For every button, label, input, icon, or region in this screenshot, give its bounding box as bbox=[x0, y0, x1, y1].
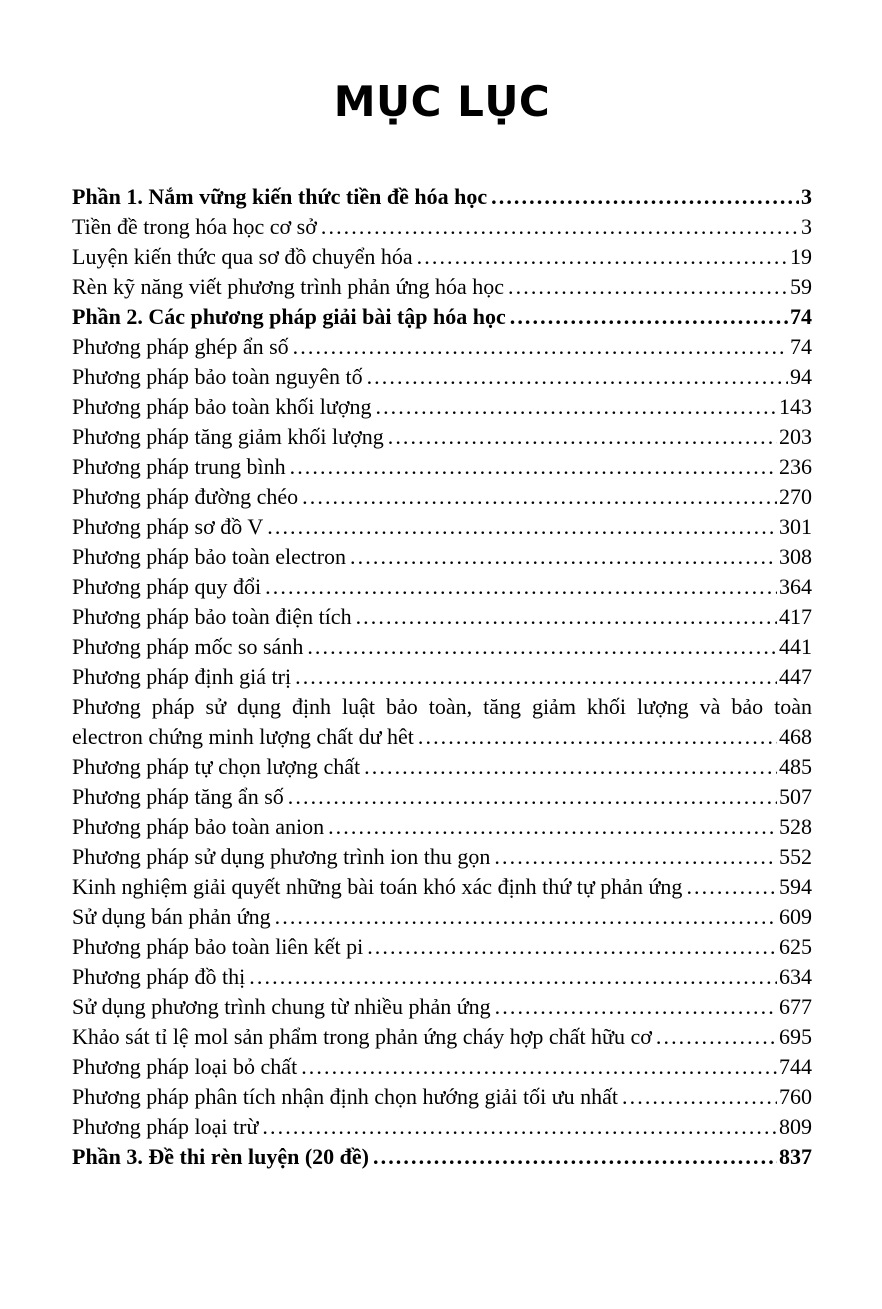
toc-page-number: 59 bbox=[790, 274, 812, 299]
toc-page-number: 94 bbox=[790, 364, 812, 389]
toc-page-number: 609 bbox=[779, 904, 812, 929]
toc-entry-row bbox=[72, 212, 812, 242]
dot-leader bbox=[375, 392, 777, 422]
toc-entry-row bbox=[72, 572, 812, 602]
toc-entry-row bbox=[72, 332, 812, 362]
toc-entry-row bbox=[72, 542, 812, 572]
dot-leader bbox=[307, 632, 777, 662]
toc-entry-label: Phương pháp loại trừ bbox=[72, 1114, 259, 1139]
toc-entry-row bbox=[72, 392, 812, 422]
toc-entry-label: Phương pháp phân tích nhận định chọn hướng giải tối ưu nhất bbox=[72, 1084, 619, 1109]
dot-leader bbox=[249, 962, 777, 992]
toc-entry-row bbox=[72, 902, 812, 932]
toc-page-number: 485 bbox=[779, 754, 812, 779]
dot-leader bbox=[265, 572, 777, 602]
toc-page-number: 507 bbox=[779, 784, 812, 809]
dot-leader bbox=[350, 542, 777, 572]
dot-leader bbox=[417, 242, 788, 272]
dot-leader bbox=[418, 722, 777, 752]
toc-page-number: 625 bbox=[779, 934, 812, 959]
dot-leader bbox=[494, 842, 777, 872]
toc-entry-row bbox=[72, 812, 812, 842]
toc-page-number: 744 bbox=[779, 1054, 812, 1079]
dot-leader bbox=[388, 422, 777, 452]
toc-page-number: 301 bbox=[779, 514, 812, 539]
toc-page-number: 74 bbox=[790, 304, 812, 329]
toc-section-row bbox=[72, 302, 812, 332]
toc-entry-label: Kinh nghiệm giải quyết những bài toán khó xác định thứ tự phản ứng bbox=[72, 874, 683, 899]
page-title: MỤC LỤC bbox=[333, 77, 551, 126]
toc-entry-row bbox=[72, 992, 812, 1022]
dot-leader bbox=[686, 872, 777, 902]
toc-page-number: 308 bbox=[779, 544, 812, 569]
toc-entry-label: Phần 2. Các phương pháp giải bài tập hóa học bbox=[72, 304, 506, 329]
toc-entry-row bbox=[72, 422, 812, 452]
toc-page-number: 594 bbox=[779, 874, 812, 899]
toc-entry-row bbox=[72, 1022, 812, 1052]
dot-leader bbox=[364, 752, 777, 782]
toc-section-row bbox=[72, 1142, 812, 1172]
toc-entry-row bbox=[72, 752, 812, 782]
toc-page-number: 417 bbox=[779, 604, 812, 629]
toc-entry-row bbox=[72, 362, 812, 392]
dot-leader bbox=[622, 1082, 777, 1112]
toc-entry-label: electron chứng minh lượng chất dư hêt bbox=[72, 724, 414, 749]
toc-entry-label: Sử dụng phương trình chung từ nhiều phản ứng bbox=[72, 994, 491, 1019]
toc-page-number: 236 bbox=[779, 454, 812, 479]
toc-entry-label: Phương pháp trung bình bbox=[72, 454, 286, 479]
dot-leader bbox=[267, 512, 777, 542]
toc-page-number: 468 bbox=[779, 724, 812, 749]
toc-entry-label: Phương pháp đồ thị bbox=[72, 964, 246, 989]
toc-entry-label: Phương pháp sơ đồ V bbox=[72, 514, 264, 539]
toc-entry-label: Phương pháp sử dụng phương trình ion thu gọn bbox=[72, 844, 491, 869]
toc-page-number: 74 bbox=[790, 334, 812, 359]
dot-leader bbox=[495, 992, 777, 1022]
toc-page-number: 143 bbox=[779, 394, 812, 419]
toc-entry-label: Phương pháp bảo toàn nguyên tố bbox=[72, 364, 363, 389]
dot-leader bbox=[321, 212, 799, 242]
toc-entry-label: Tiền đề trong hóa học cơ sở bbox=[72, 214, 317, 239]
toc-entry-row bbox=[72, 1052, 812, 1082]
dot-leader bbox=[491, 182, 799, 212]
toc-entry-label: Phương pháp bảo toàn khối lượng bbox=[72, 394, 372, 419]
toc-entry-label: Phương pháp quy đổi bbox=[72, 574, 262, 599]
toc-entry-row bbox=[72, 722, 812, 752]
toc-entry-label: Phương pháp sử dụng định luật bảo toàn, tăng giảm khối lượng và bảo toàn bbox=[72, 694, 812, 719]
toc-page-number: 837 bbox=[779, 1144, 812, 1169]
toc-page-number: 634 bbox=[779, 964, 812, 989]
toc-entry-label: Phương pháp bảo toàn liên kết pi bbox=[72, 934, 364, 959]
toc-page-number: 3 bbox=[801, 214, 812, 239]
toc-page-number: 552 bbox=[779, 844, 812, 869]
toc-page-number: 19 bbox=[790, 244, 812, 269]
dot-leader bbox=[356, 602, 777, 632]
toc-entry-row bbox=[72, 1112, 812, 1142]
dot-leader bbox=[295, 662, 777, 692]
toc-entry-row bbox=[72, 512, 812, 542]
toc-entry-label: Khảo sát tỉ lệ mol sản phẩm trong phản ứng cháy hợp chất hữu cơ bbox=[72, 1024, 652, 1049]
toc-page-number: 270 bbox=[779, 484, 812, 509]
dot-leader bbox=[508, 272, 788, 302]
toc-entry-row bbox=[72, 962, 812, 992]
toc-page-number: 695 bbox=[779, 1024, 812, 1049]
dot-leader bbox=[328, 812, 777, 842]
toc-page-number: 677 bbox=[779, 994, 812, 1019]
toc-entry-row bbox=[72, 872, 812, 902]
toc-entry-label: Phương pháp bảo toàn điện tích bbox=[72, 604, 352, 629]
toc-section-row bbox=[72, 182, 812, 212]
dot-leader bbox=[293, 332, 788, 362]
toc-entry-row bbox=[72, 782, 812, 812]
toc-page-number: 809 bbox=[779, 1114, 812, 1139]
toc-entry-row bbox=[72, 932, 812, 962]
toc-entry-row bbox=[72, 602, 812, 632]
toc-page-number: 203 bbox=[779, 424, 812, 449]
toc-entry-row bbox=[72, 662, 812, 692]
toc-page-number: 441 bbox=[779, 634, 812, 659]
dot-leader bbox=[510, 302, 788, 332]
toc-entry-label: Phương pháp định giá trị bbox=[72, 664, 292, 689]
toc-page-number: 364 bbox=[779, 574, 812, 599]
toc-list bbox=[72, 182, 812, 1172]
toc-entry-label: Phương pháp bảo toàn anion bbox=[72, 814, 325, 839]
toc-entry-label: Phương pháp tăng giảm khối lượng bbox=[72, 424, 384, 449]
toc-entry-label: Phương pháp bảo toàn electron bbox=[72, 544, 347, 569]
toc-page-number: 760 bbox=[779, 1084, 812, 1109]
toc-entry-row bbox=[72, 692, 812, 722]
toc-page-number: 447 bbox=[779, 664, 812, 689]
dot-leader bbox=[302, 482, 777, 512]
dot-leader bbox=[288, 782, 777, 812]
toc-entry-label: Phần 3. Đề thi rèn luyện (20 đề) bbox=[72, 1144, 369, 1169]
toc-entry-row bbox=[72, 272, 812, 302]
dot-leader bbox=[301, 1052, 777, 1082]
toc-entry-label: Phương pháp tăng ẩn số bbox=[72, 784, 284, 809]
toc-page-number: 528 bbox=[779, 814, 812, 839]
dot-leader bbox=[367, 362, 788, 392]
toc-entry-label: Luyện kiến thức qua sơ đồ chuyển hóa bbox=[72, 244, 413, 269]
toc-entry-label: Sử dụng bán phản ứng bbox=[72, 904, 271, 929]
toc-entry-row bbox=[72, 482, 812, 512]
toc-entry-label: Rèn kỹ năng viết phương trình phản ứng hóa học bbox=[72, 274, 505, 299]
toc-entry-label: Phần 1. Nắm vững kiến thức tiền đề hóa học bbox=[72, 184, 488, 209]
dot-leader bbox=[656, 1022, 777, 1052]
dot-leader bbox=[262, 1112, 777, 1142]
toc-entry-label: Phương pháp mốc so sánh bbox=[72, 634, 304, 659]
toc-entry-label: Phương pháp ghép ẩn số bbox=[72, 334, 289, 359]
toc-entry-label: Phương pháp đường chéo bbox=[72, 484, 299, 509]
toc-entry-row bbox=[72, 452, 812, 482]
dot-leader bbox=[290, 452, 777, 482]
toc-entry-label: Phương pháp loại bỏ chất bbox=[72, 1054, 298, 1079]
toc-entry-row bbox=[72, 632, 812, 662]
toc-entry-row bbox=[72, 842, 812, 872]
toc-page-number: 3 bbox=[801, 184, 812, 209]
toc-entry-label: Phương pháp tự chọn lượng chất bbox=[72, 754, 361, 779]
dot-leader bbox=[373, 1142, 777, 1172]
dot-leader bbox=[275, 902, 777, 932]
toc-entry-row bbox=[72, 242, 812, 272]
toc-entry-row bbox=[72, 1082, 812, 1112]
dot-leader bbox=[367, 932, 777, 962]
